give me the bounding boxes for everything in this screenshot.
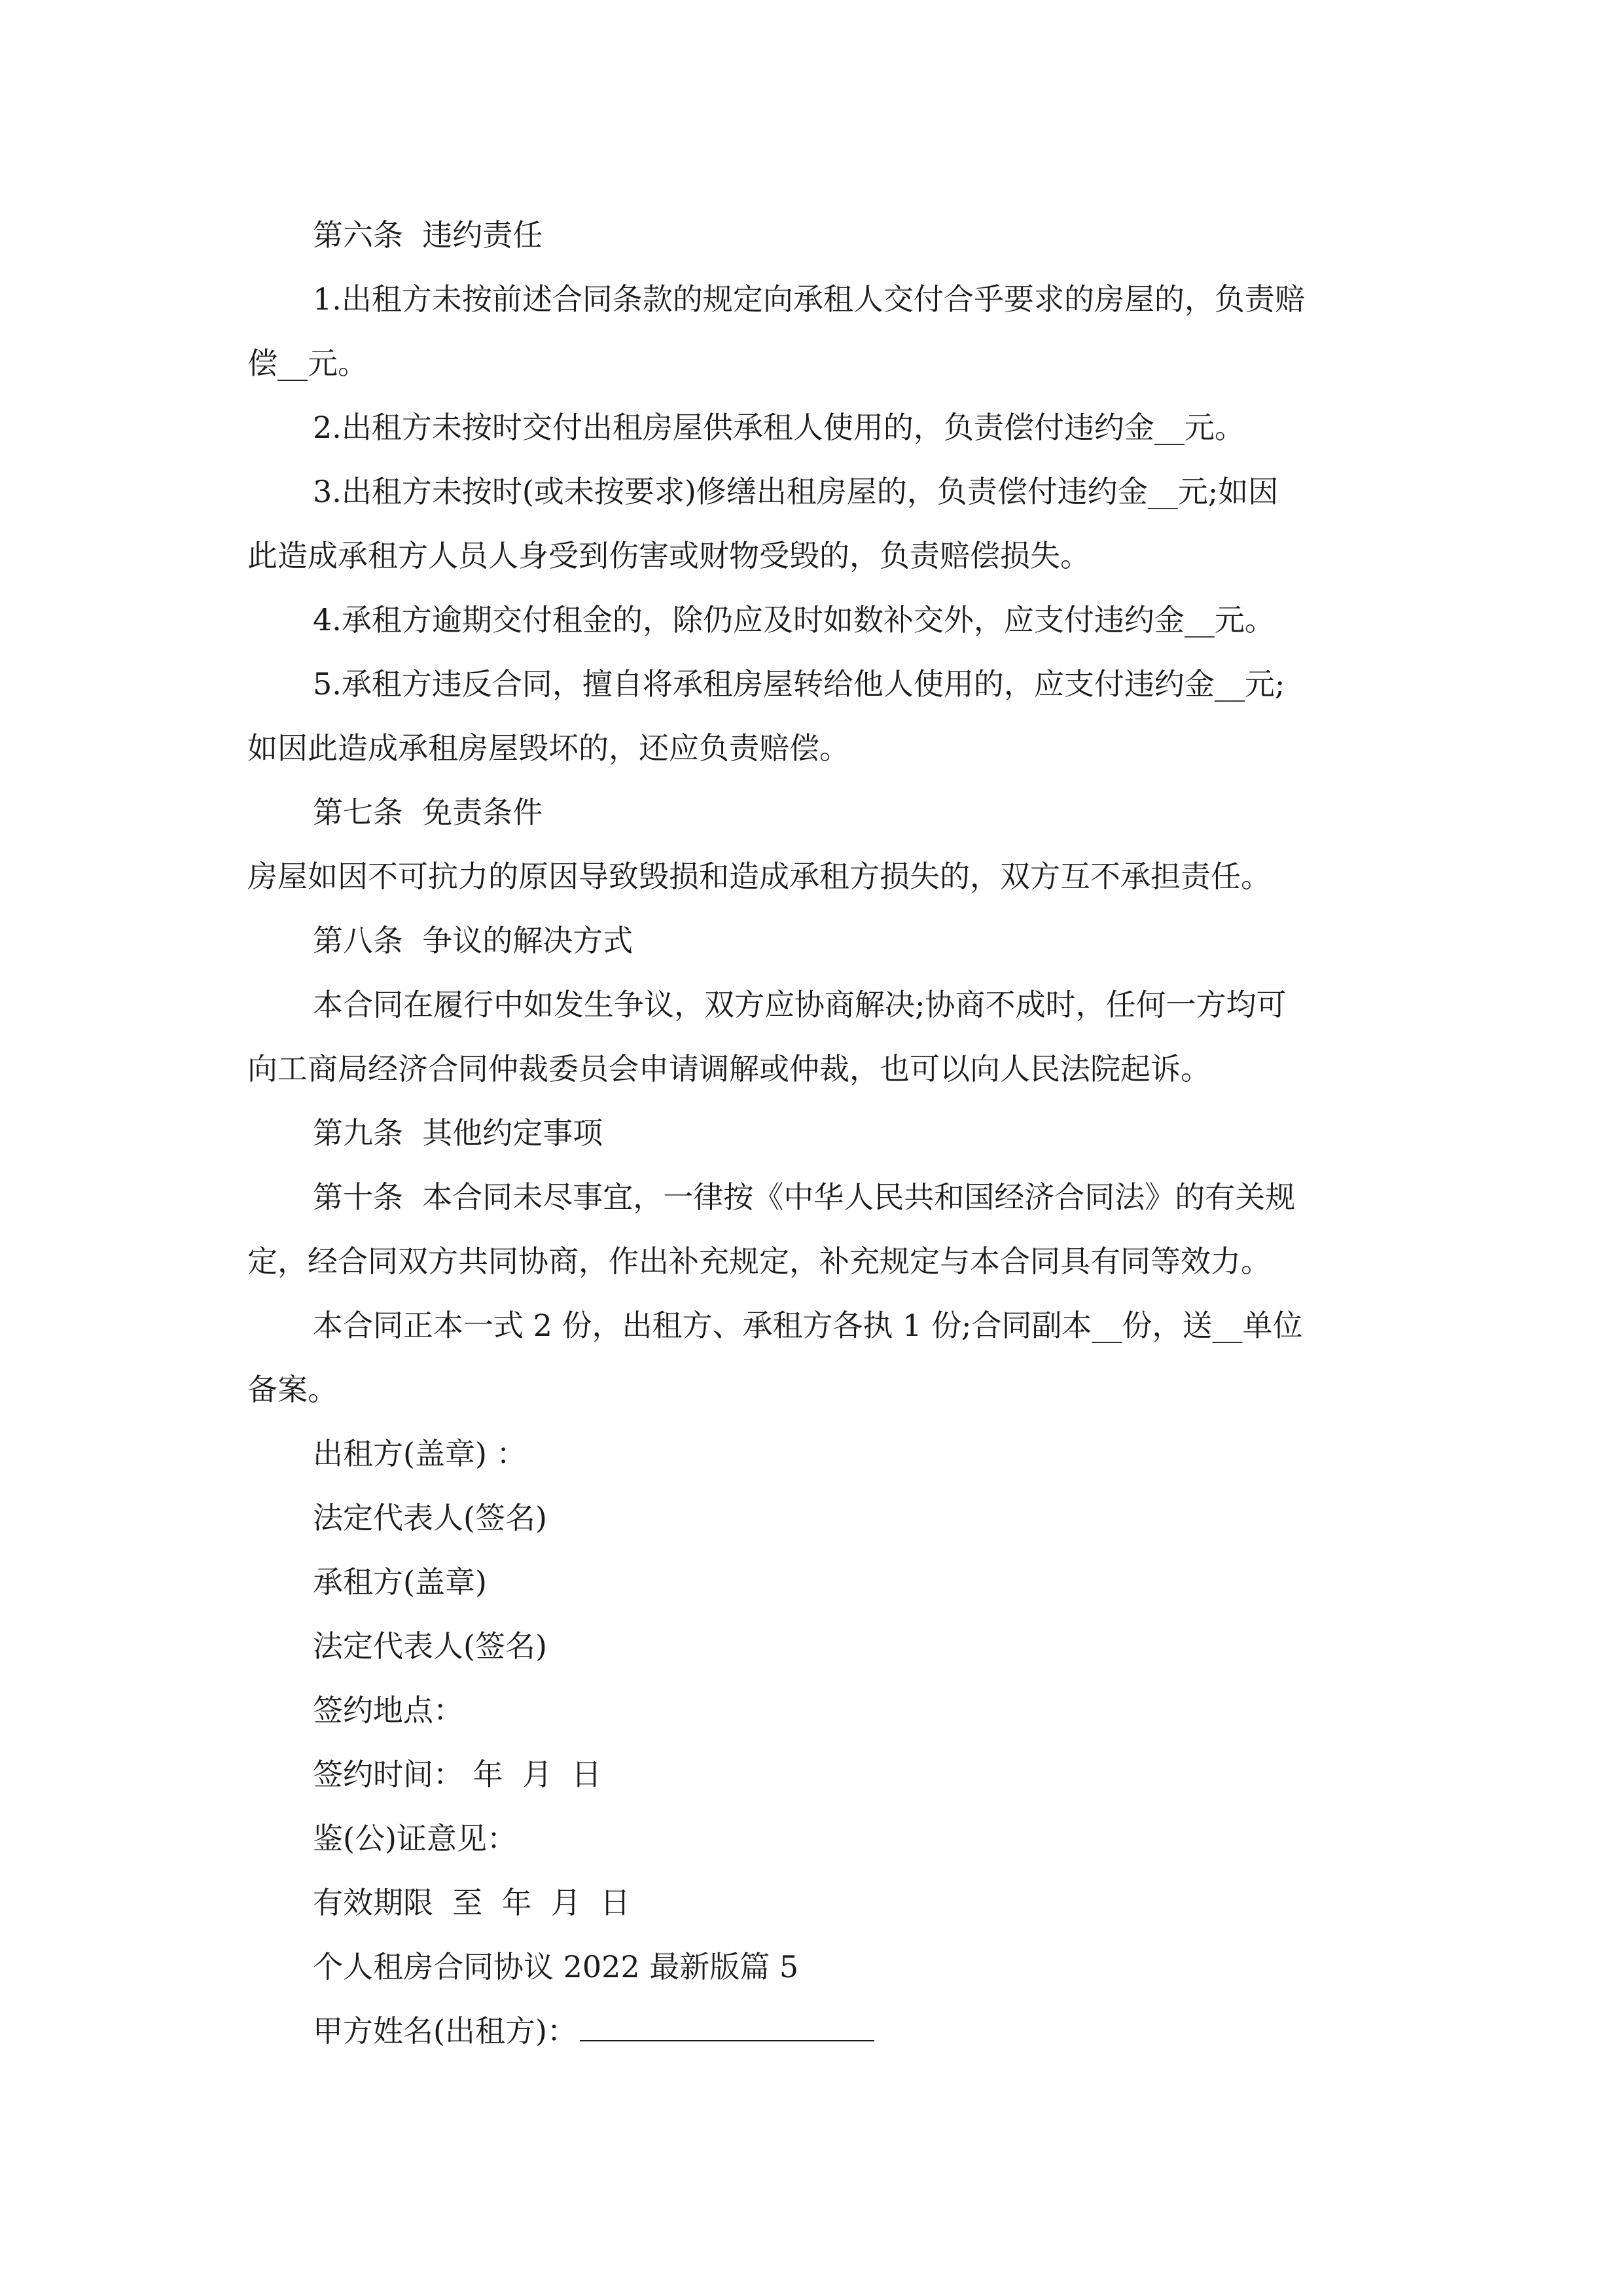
article-10-line-2: 定，经合同双方共同协商，作出补充规定，补充规定与本合同具有同等效力。 — [247, 1244, 1271, 1279]
notary-opinion-label: 鉴(公)证意见： — [313, 1821, 517, 1856]
article-6-item-3-line-1: 3.出租方未按时(或未按要求)修缮出租房屋的，负责偿付违约金__元;如因 — [313, 474, 1279, 509]
article-6-item-1-line-2: 偿__元。 — [247, 346, 368, 381]
signing-date-label: 签约时间： 年 月 日 — [313, 1757, 602, 1792]
article-6-item-2: 2.出租方未按时交付出租房屋供承租人使用的，负责偿付违约金__元。 — [313, 410, 1245, 445]
article-6-item-4: 4.承租方逾期交付租金的，除仍应及时如数补交外，应支付违约金__元。 — [313, 602, 1275, 637]
party-a-name-row — [247, 1999, 1393, 2063]
document-page — [247, 203, 1393, 2063]
article-6-item-5-line-1: 5.承租方违反合同，擅自将承租房屋转给他人使用的，应支付违约金__元; — [313, 666, 1285, 702]
next-contract-title: 个人租房合同协议 2022 最新版篇 5 — [313, 1949, 799, 1984]
lessor-representative-label: 法定代表人(签名) — [313, 1500, 547, 1535]
lessee-representative-label: 法定代表人(签名) — [313, 1628, 547, 1664]
party-a-name-label: 甲方姓名(出租方)： — [313, 2013, 577, 2049]
validity-period-label: 有效期限 至 年 月 日 — [313, 1885, 630, 1920]
article-6-item-5-line-2: 如因此造成承租房屋毁坏的，还应负责赔偿。 — [247, 730, 849, 766]
article-7-heading: 第七条 免责条件 — [313, 795, 543, 830]
party-a-name-blank — [580, 2011, 874, 2041]
signing-place-label: 签约地点： — [313, 1693, 463, 1728]
article-7-body: 房屋如因不可抗力的原因导致毁损和造成承租方损失的，双方互不承担责任。 — [247, 859, 1271, 894]
article-8-heading: 第八条 争议的解决方式 — [313, 923, 633, 958]
article-6-heading: 第六条 违约责任 — [313, 217, 543, 253]
article-10-line-1: 第十条 本合同未尽事宜，一律按《中华人民共和国经济合同法》的有关规 — [313, 1179, 1296, 1215]
copies-line-2: 备案。 — [247, 1372, 338, 1407]
article-9-heading: 第九条 其他约定事项 — [313, 1115, 603, 1151]
article-8-body-line-2: 向工商局经济合同仲裁委员会申请调解或仲裁，也可以向人民法院起诉。 — [247, 1051, 1211, 1086]
article-6-item-1-line-1: 1.出租方未按前述合同条款的规定向承租人交付合乎要求的房屋的，负责赔 — [313, 281, 1305, 317]
article-6-item-3-line-2: 此造成承租方人员人身受到伤害或财物受毁的，负责赔偿损失。 — [247, 538, 1090, 573]
lessor-seal-label: 出租方(盖章) ： — [313, 1436, 527, 1471]
article-8-body-line-1: 本合同在履行中如发生争议，双方应协商解决;协商不成时，任何一方均可 — [313, 987, 1287, 1022]
copies-line-1: 本合同正本一式 2 份，出租方、承租方各执 1 份;合同副本__份，送__单位 — [313, 1308, 1303, 1343]
lessee-seal-label: 承租方(盖章) — [313, 1564, 487, 1600]
